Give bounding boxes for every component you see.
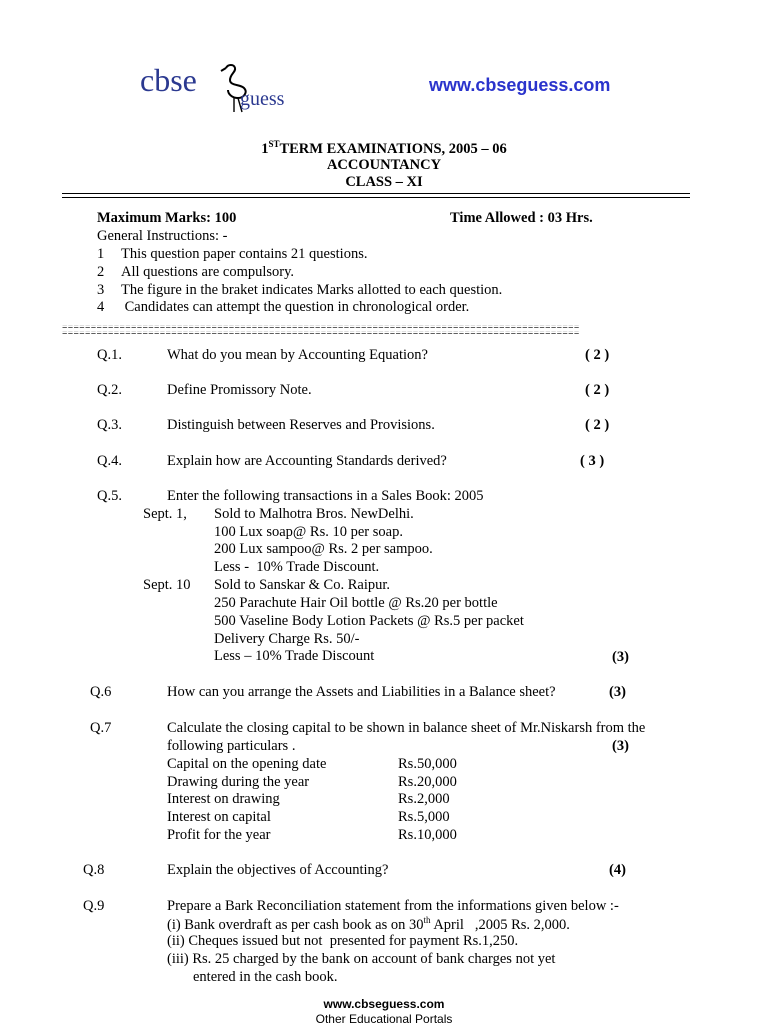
particular-label: Capital on the opening date [167, 756, 327, 772]
instruction-number: 1 [97, 246, 105, 262]
logo-cbse-text: cbse [140, 62, 197, 98]
reconciliation-item-suffix: th [423, 915, 431, 925]
instruction-number: 2 [97, 264, 105, 280]
question-text: Enter the following transactions in a Sales Book: 2005 [167, 488, 484, 504]
instruction-text: All questions are compulsory. [121, 264, 295, 280]
transaction-line: 200 Lux sampoo@ Rs. 2 per sampoo. [214, 541, 433, 557]
subject-title: ACCOUNTANCY [326, 157, 442, 173]
question-number: Q.8 [83, 862, 105, 878]
header-website-link[interactable]: www.cbseguess.com [429, 75, 611, 95]
instructions-heading: General Instructions: - [97, 228, 228, 244]
question-text: Explain how are Accounting Standards derived? [167, 453, 447, 469]
title-exam-text: TERM EXAMINATIONS, 2005 – 06 [279, 140, 507, 157]
question-marks: (3) [612, 738, 629, 754]
instruction-text: The figure in the braket indicates Marks allotted to each question. [121, 282, 503, 298]
question-text: Explain the objectives of Accounting? [167, 862, 389, 878]
time-allowed: Time Allowed : 03 Hrs. [450, 210, 593, 226]
transaction-line: Sold to Malhotra Bros. NewDelhi. [214, 506, 414, 522]
transaction-date: Sept. 1, [143, 506, 187, 522]
transaction-line: Less - 10% Trade Discount. [214, 559, 380, 575]
question-marks: ( 2 ) [585, 382, 610, 398]
question-number: Q.4. [97, 453, 122, 469]
exam-title [0, 139, 768, 158]
class-title: CLASS – XI [345, 174, 423, 190]
section-separator-top [62, 325, 688, 329]
question-marks: ( 2 ) [585, 417, 610, 433]
question-text: following particulars . [167, 738, 296, 754]
particular-value: Rs.5,000 [398, 809, 450, 825]
question-marks: (4) [609, 862, 626, 878]
particular-value: Rs.2,000 [398, 791, 450, 807]
title-divider-top [62, 193, 690, 194]
title-ordinal-number: 1 [261, 140, 269, 157]
max-marks: Maximum Marks: 100 [97, 210, 237, 226]
transaction-line: 500 Vaseline Body Lotion Packets @ Rs.5 per packet [214, 613, 524, 629]
instruction-number: 4 [97, 299, 105, 315]
reconciliation-item-text: (i) Bank overdraft as per cash book as on 30 [167, 916, 424, 933]
instruction-text: This question paper contains 21 questions. [121, 246, 368, 262]
particular-value: Rs.20,000 [398, 774, 457, 790]
particular-label: Drawing during the year [167, 774, 310, 790]
transaction-line: Delivery Charge Rs. 50/- [214, 631, 360, 647]
reconciliation-item: (ii) Cheques issued but not presented for payment Rs.1,250. [167, 933, 519, 949]
particular-value: Rs.10,000 [398, 827, 457, 843]
question-marks: (3) [609, 684, 626, 700]
reconciliation-item: (iii) Rs. 25 charged by the bank on account of bank charges not yet [167, 951, 556, 967]
reconciliation-item: entered in the cash book. [193, 969, 338, 985]
question-marks: ( 3 ) [580, 453, 605, 469]
question-number: Q.5. [97, 488, 122, 504]
question-marks: (3) [612, 649, 629, 665]
instruction-text: Candidates can attempt the question in chronological order. [121, 299, 470, 315]
title-ordinal-suffix: ST [268, 139, 280, 149]
question-text: Prepare a Bark Reconciliation statement from the informations given below :- [167, 898, 619, 914]
transaction-date: Sept. 10 [143, 577, 191, 593]
particular-label: Interest on capital [167, 809, 271, 825]
question-number: Q.6 [90, 684, 112, 700]
question-marks: ( 2 ) [585, 347, 610, 363]
section-separator-bottom [62, 331, 688, 335]
footer-website-link[interactable]: www.cbseguess.com [323, 997, 445, 1011]
question-number: Q.1. [97, 347, 122, 363]
logo-guess-text: guess [240, 88, 285, 110]
question-number: Q.7 [90, 720, 112, 736]
reconciliation-item [167, 915, 570, 934]
question-number: Q.2. [97, 382, 122, 398]
particular-value: Rs.50,000 [398, 756, 457, 772]
instruction-number: 3 [97, 282, 105, 298]
question-text: Distinguish between Reserves and Provisions. [167, 417, 435, 433]
transaction-line: 100 Lux soap@ Rs. 10 per soap. [214, 524, 403, 540]
transaction-line: Sold to Sanskar & Co. Raipur. [214, 577, 391, 593]
question-number: Q.9 [83, 898, 105, 914]
reconciliation-item-text: April ,2005 Rs. 2,000. [430, 916, 570, 933]
question-text: Define Promissory Note. [167, 382, 312, 398]
transaction-line: 250 Parachute Hair Oil bottle @ Rs.20 per bottle [214, 595, 498, 611]
question-text: How can you arrange the Assets and Liabilities in a Balance sheet? [167, 684, 556, 700]
question-number: Q.3. [97, 417, 122, 433]
particular-label: Profit for the year [167, 827, 271, 843]
question-text: Calculate the closing capital to be shown in balance sheet of Mr.Niskarsh from the [167, 720, 646, 736]
question-text: What do you mean by Accounting Equation? [167, 347, 428, 363]
title-divider-bottom [62, 197, 690, 198]
footer-portals-text: Other Educational Portals [315, 1012, 453, 1026]
transaction-line: Less – 10% Trade Discount [214, 648, 375, 664]
particular-label: Interest on drawing [167, 791, 280, 807]
